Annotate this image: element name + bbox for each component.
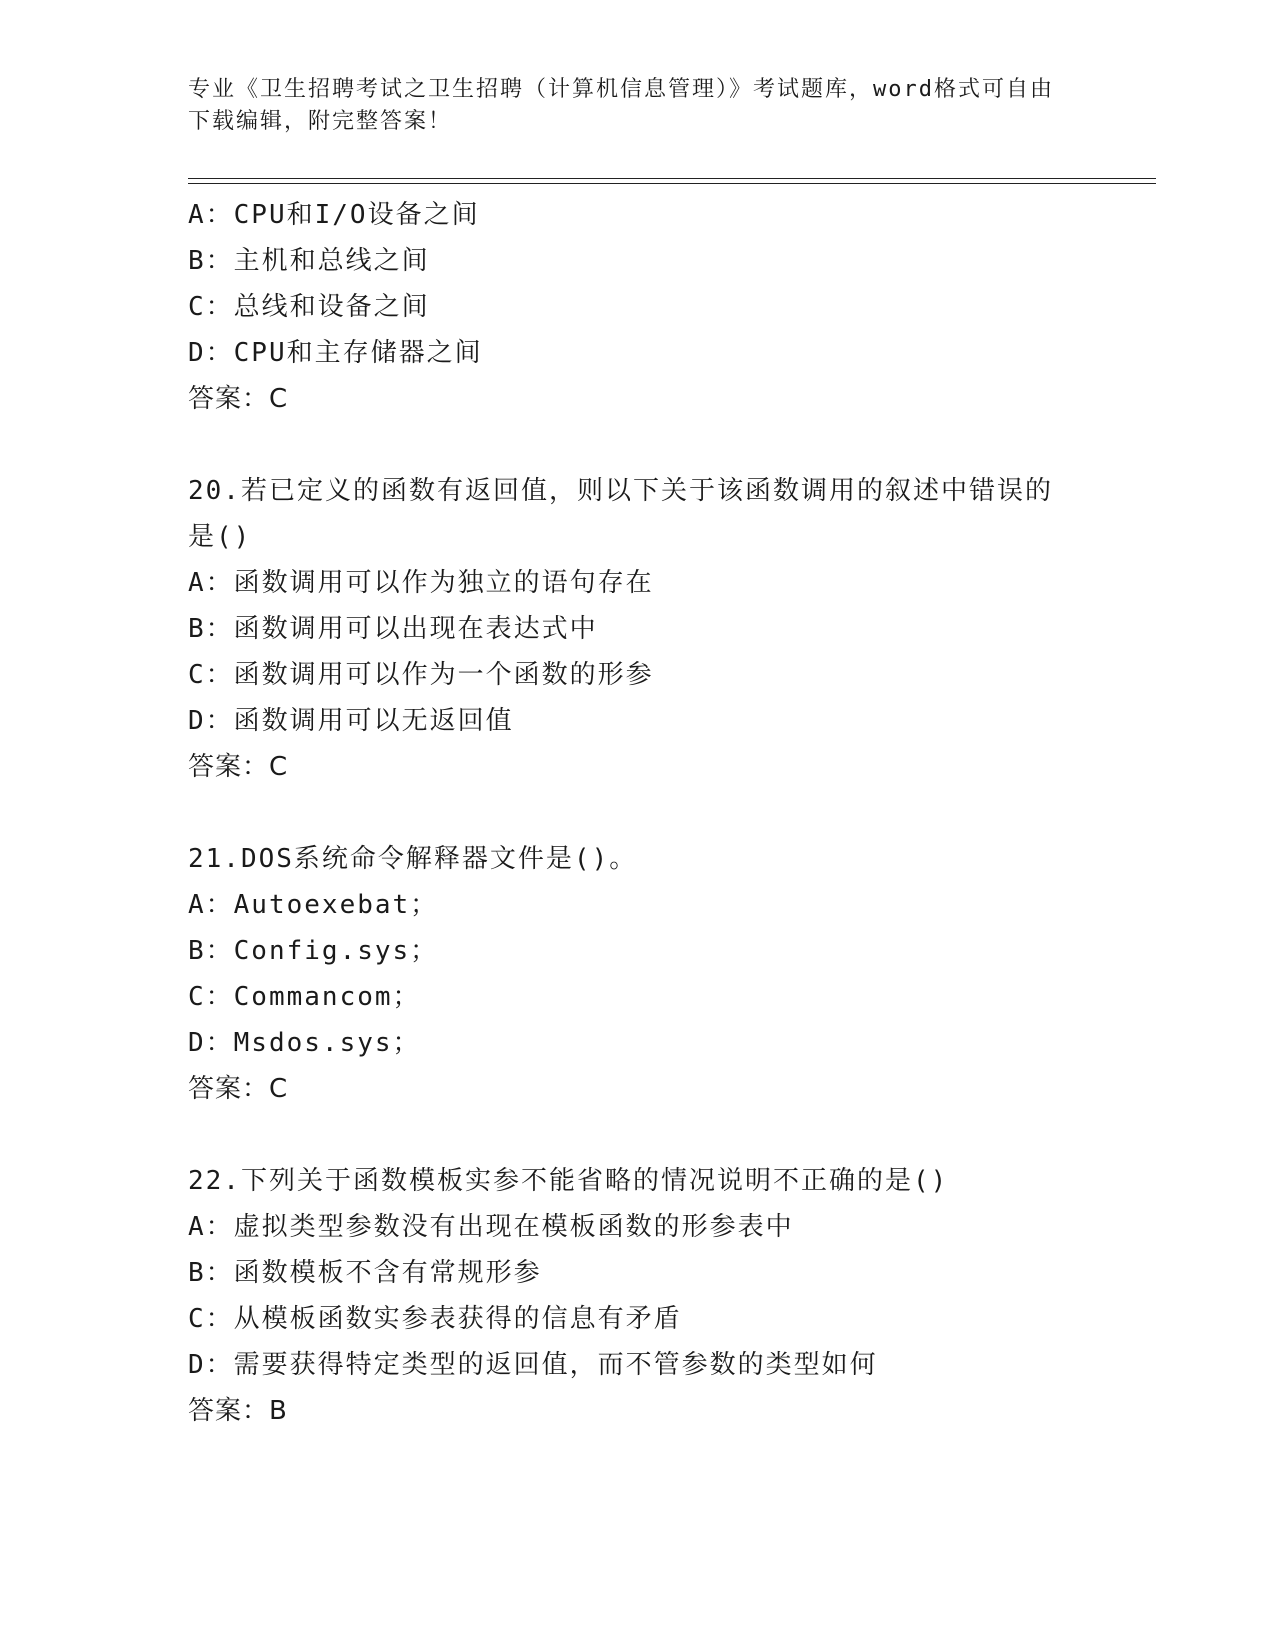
option-d: D：需要获得特定类型的返回值，而不管参数的类型如何: [188, 1350, 878, 1380]
header-rule-top: [188, 178, 1156, 179]
option-d: D：CPU和主存储器之间: [188, 338, 483, 368]
document-header: 专业《卫生招聘考试之卫生招聘（计算机信息管理）》考试题库，word格式可自由下载编辑，附完整答案！: [188, 77, 1054, 134]
option-b: B：函数模板不含有常规形参: [188, 1258, 542, 1288]
option-a: A：函数调用可以作为独立的语句存在: [188, 568, 654, 598]
option-d: D：Msdos.sys；: [188, 1028, 421, 1058]
answer: 答案：C: [188, 1074, 289, 1104]
question-21: [188, 836, 1088, 1112]
header-rule-bottom: [188, 183, 1156, 184]
option-a: A：虚拟类型参数没有出现在模板函数的形参表中: [188, 1212, 794, 1242]
option-b: B：主机和总线之间: [188, 246, 430, 276]
option-a: A：Autoexebat；: [188, 890, 439, 920]
option-a: A：CPU和I/O设备之间: [188, 200, 480, 230]
answer: 答案：C: [188, 384, 289, 414]
answer: 答案：B: [188, 1396, 288, 1426]
option-c: C：从模板函数实参表获得的信息有矛盾: [188, 1304, 682, 1334]
question-text: 20.若已定义的函数有返回值，则以下关于该函数调用的叙述中错误的是(): [188, 476, 1053, 552]
option-c: C：函数调用可以作为一个函数的形参: [188, 660, 654, 690]
option-b: B：函数调用可以出现在表达式中: [188, 614, 598, 644]
question-22: [188, 1158, 1088, 1434]
question-19-continued: [188, 192, 1088, 422]
option-d: D：函数调用可以无返回值: [188, 706, 514, 736]
question-text: 22.下列关于函数模板实参不能省略的情况说明不正确的是(): [188, 1166, 949, 1196]
question-text: 21.DOS系统命令解释器文件是()。: [188, 844, 638, 874]
answer: 答案：C: [188, 752, 289, 782]
option-b: B：Config.sys；: [188, 936, 439, 966]
option-c: C：Commancom；: [188, 982, 421, 1012]
question-20: [188, 468, 1088, 790]
option-c: C：总线和设备之间: [188, 292, 430, 322]
question-list: [188, 192, 1088, 1434]
